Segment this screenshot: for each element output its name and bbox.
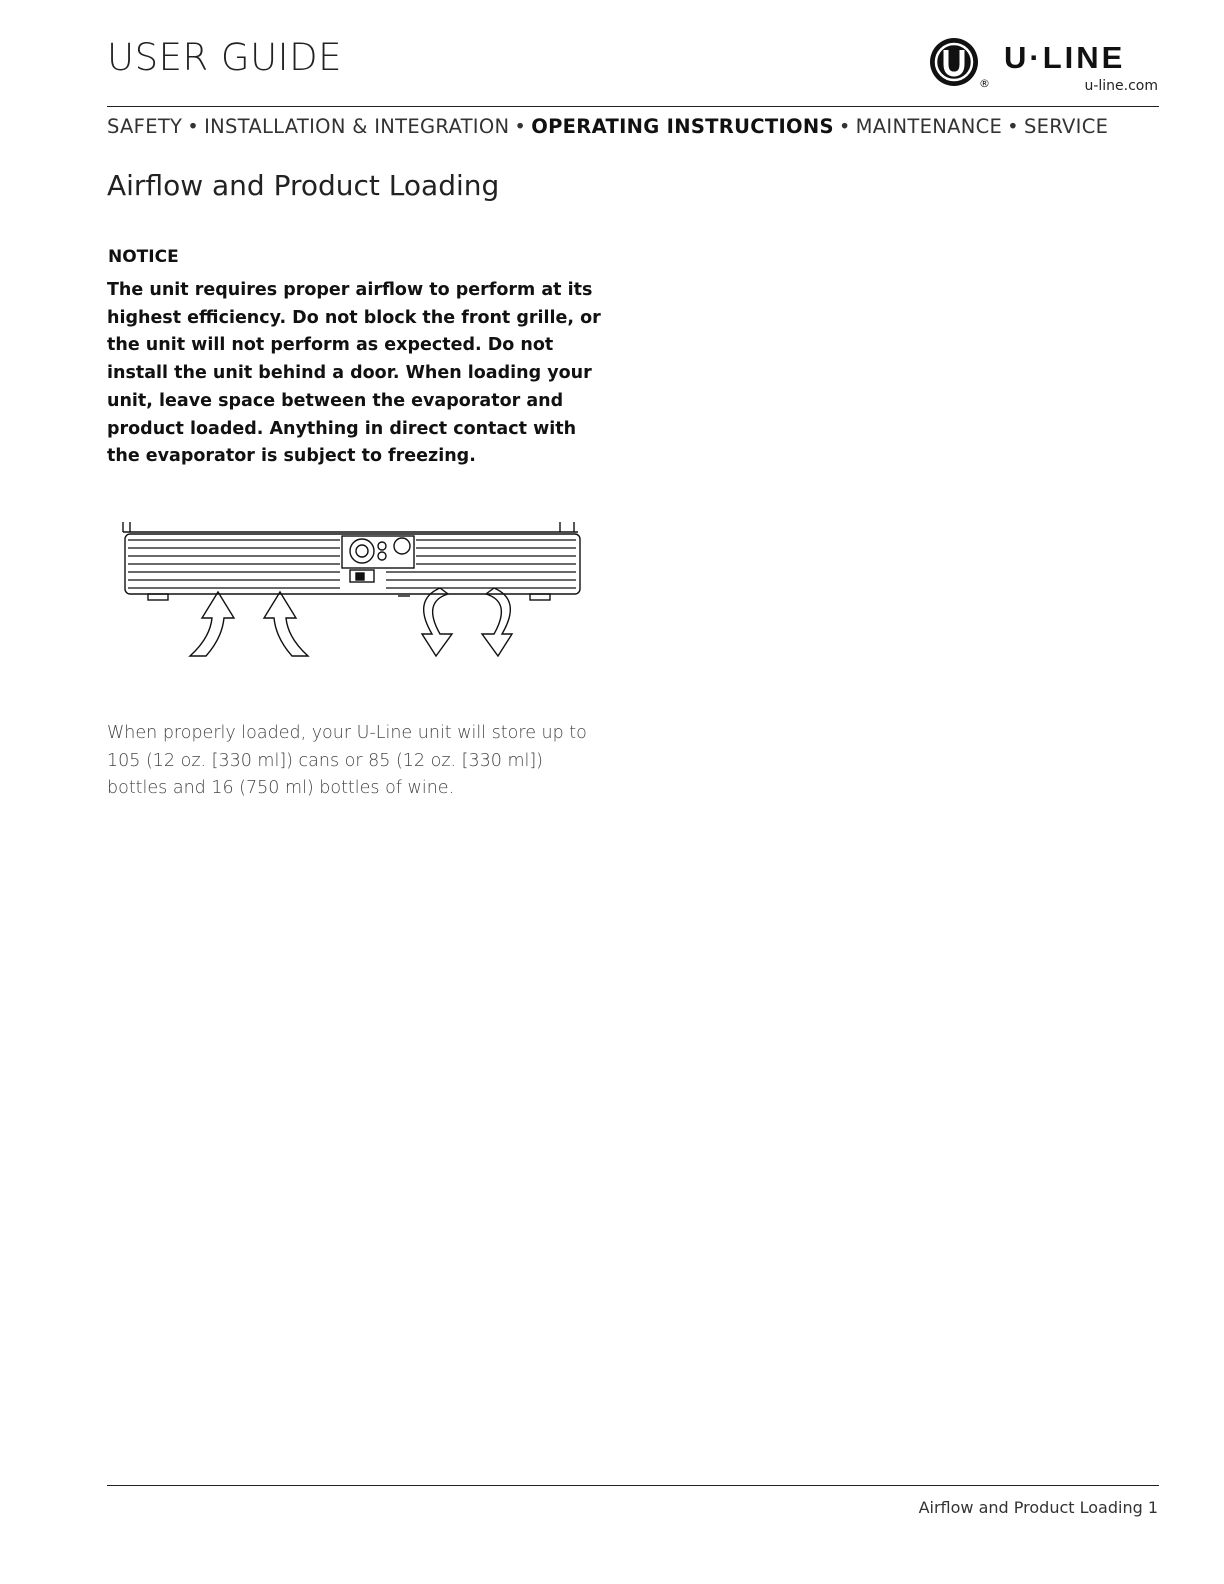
nav-item-operating-instructions: OPERATING INSTRUCTIONS [531,115,834,138]
document-title: USER GUIDE [107,36,342,79]
page-footer: Airflow and Product Loading 1 [918,1498,1158,1517]
nav-item-service: SERVICE [1023,115,1109,138]
airflow-diagram [118,518,588,664]
nav-item-installation: INSTALLATION & INTEGRATION [204,115,510,138]
notice-label: NOTICE [108,247,179,267]
brand-wordmark: U·LINE [1004,40,1126,75]
nav-item-safety: SAFETY [107,115,183,138]
nav-separator: • [187,115,200,138]
nav-separator: • [514,115,527,138]
nav-separator: • [1007,115,1019,138]
nav-item-maintenance: MAINTENANCE [855,115,1003,138]
capacity-paragraph: When properly loaded, your U-Line unit will store up to 105 (12 oz. [330 ml]) cans or 85 (12 oz. [330 ml]) bottles and 16 (750 ml) bottles of wine. [107,723,587,798]
footer-divider [107,1485,1159,1486]
header-divider [107,106,1159,107]
svg-text:®: ® [979,77,990,90]
brand-url: u-line.com [1084,78,1158,94]
nav-separator: • [838,115,851,138]
section-title: Airflow and Product Loading [107,169,500,202]
section-nav [107,115,1159,138]
notice-body: The unit requires proper airflow to perform at its highest efficiency. Do not block the front grille, or the unit will not perform as expected. Do not install the unit behind a door. When loading your unit, leave space between the evaporator and product loaded. Anything in direct contact with the evaporator is subject to freezing. [107,280,601,467]
